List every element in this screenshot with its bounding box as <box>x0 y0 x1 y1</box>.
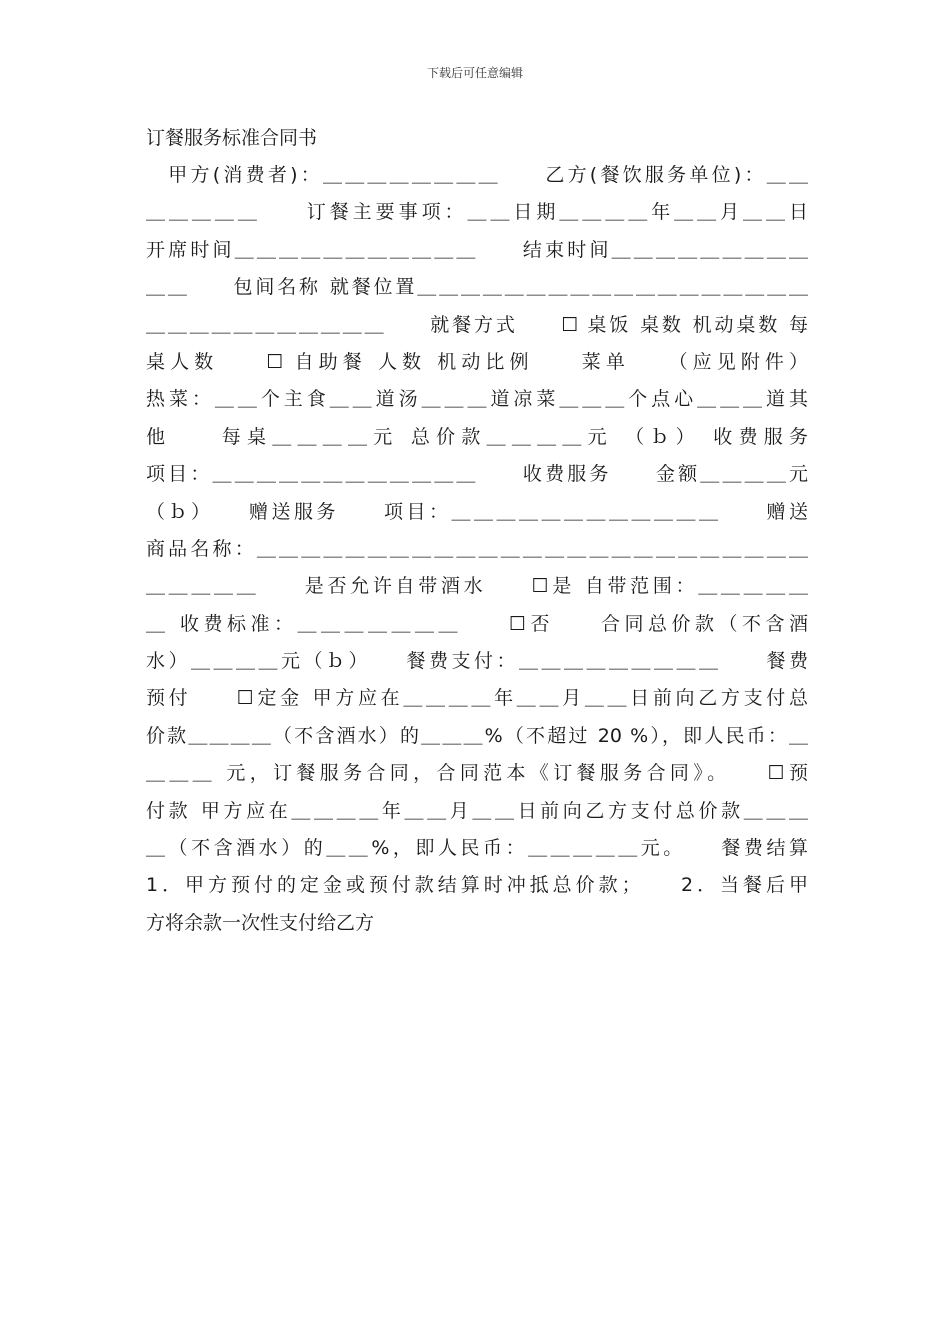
text-line: ＿ 收费标准：＿＿＿＿＿＿＿ ☐否 合同总价款（不含酒 <box>146 612 808 635</box>
text-line: ＿＿ 包间名称 就餐位置＿＿＿＿＿＿＿＿＿＿＿＿＿＿＿＿＿＿ <box>146 276 808 299</box>
text-line: 热菜：＿＿个主食＿＿道汤＿＿＿道凉菜＿＿＿个点心＿＿＿道其 <box>146 388 808 411</box>
text-line: （ｂ） 赠送服务 项目：＿＿＿＿＿＿＿＿＿＿＿＿ 赠送 <box>146 500 808 523</box>
text-line: 他 每桌＿＿＿＿元 总价款＿＿＿＿元 （ｂ） 收费服务 <box>146 425 808 448</box>
text-line: 开席时间＿＿＿＿＿＿＿＿＿＿＿ 结束时间＿＿＿＿＿＿＿＿＿ <box>146 238 808 261</box>
text-line: 水）＿＿＿＿元（ｂ） 餐费支付：＿＿＿＿＿＿＿＿＿ 餐费 <box>146 650 808 673</box>
text-line: 付款 甲方应在＿＿＿＿年＿＿月＿＿日前向乙方支付总价款＿＿＿ <box>146 799 808 822</box>
document-body <box>146 120 808 942</box>
text-line: 桌人数 ☐ 自助餐 人数 机动比例 菜单 （应见附件） <box>146 350 808 373</box>
text-line: ＿（不含酒水）的＿＿%，即人民币：＿＿＿＿＿元。 餐费结算 <box>146 837 808 860</box>
page-header: 下载后可任意编辑 <box>426 66 523 80</box>
text-line: ＿＿＿＿＿ 订餐主要事项：＿＿日期＿＿＿＿年＿＿月＿＿日 <box>146 201 808 224</box>
document-title: 订餐服务标准合同书 <box>146 127 318 149</box>
text-line: 甲方(消费者)：＿＿＿＿＿＿＿＿ 乙方(餐饮服务单位)：＿＿ <box>146 164 808 186</box>
text-line: 商品名称：＿＿＿＿＿＿＿＿＿＿＿＿＿＿＿＿＿＿＿＿＿＿＿＿＿ <box>146 537 808 560</box>
text-line: 项目：＿＿＿＿＿＿＿＿＿＿＿＿ 收费服务 金额＿＿＿＿元 <box>146 463 808 486</box>
text-line: ＿＿＿＿＿ 是否允许自带酒水 ☐是 自带范围：＿＿＿＿＿ <box>146 575 808 598</box>
text-line: ＿＿＿ 元，订餐服务合同，合同范本《订餐服务合同》。 ☐预 <box>146 762 808 785</box>
text-line: 1．甲方预付的定金或预付款结算时冲抵总价款； 2．当餐后甲 <box>146 874 808 897</box>
text-line: 价款＿＿＿＿（不含酒水）的＿＿＿%（不超过 20 %），即人民币：＿ <box>146 724 808 747</box>
text-line: 预付 ☐定金 甲方应在＿＿＿＿年＿＿月＿＿日前向乙方支付总 <box>146 687 808 710</box>
text-line: 方将余款一次性支付给乙方 <box>146 911 375 934</box>
text-line: ＿＿＿＿＿＿＿＿＿＿＿ 就餐方式 ☐ 桌饭 桌数 机动桌数 每 <box>146 313 808 336</box>
